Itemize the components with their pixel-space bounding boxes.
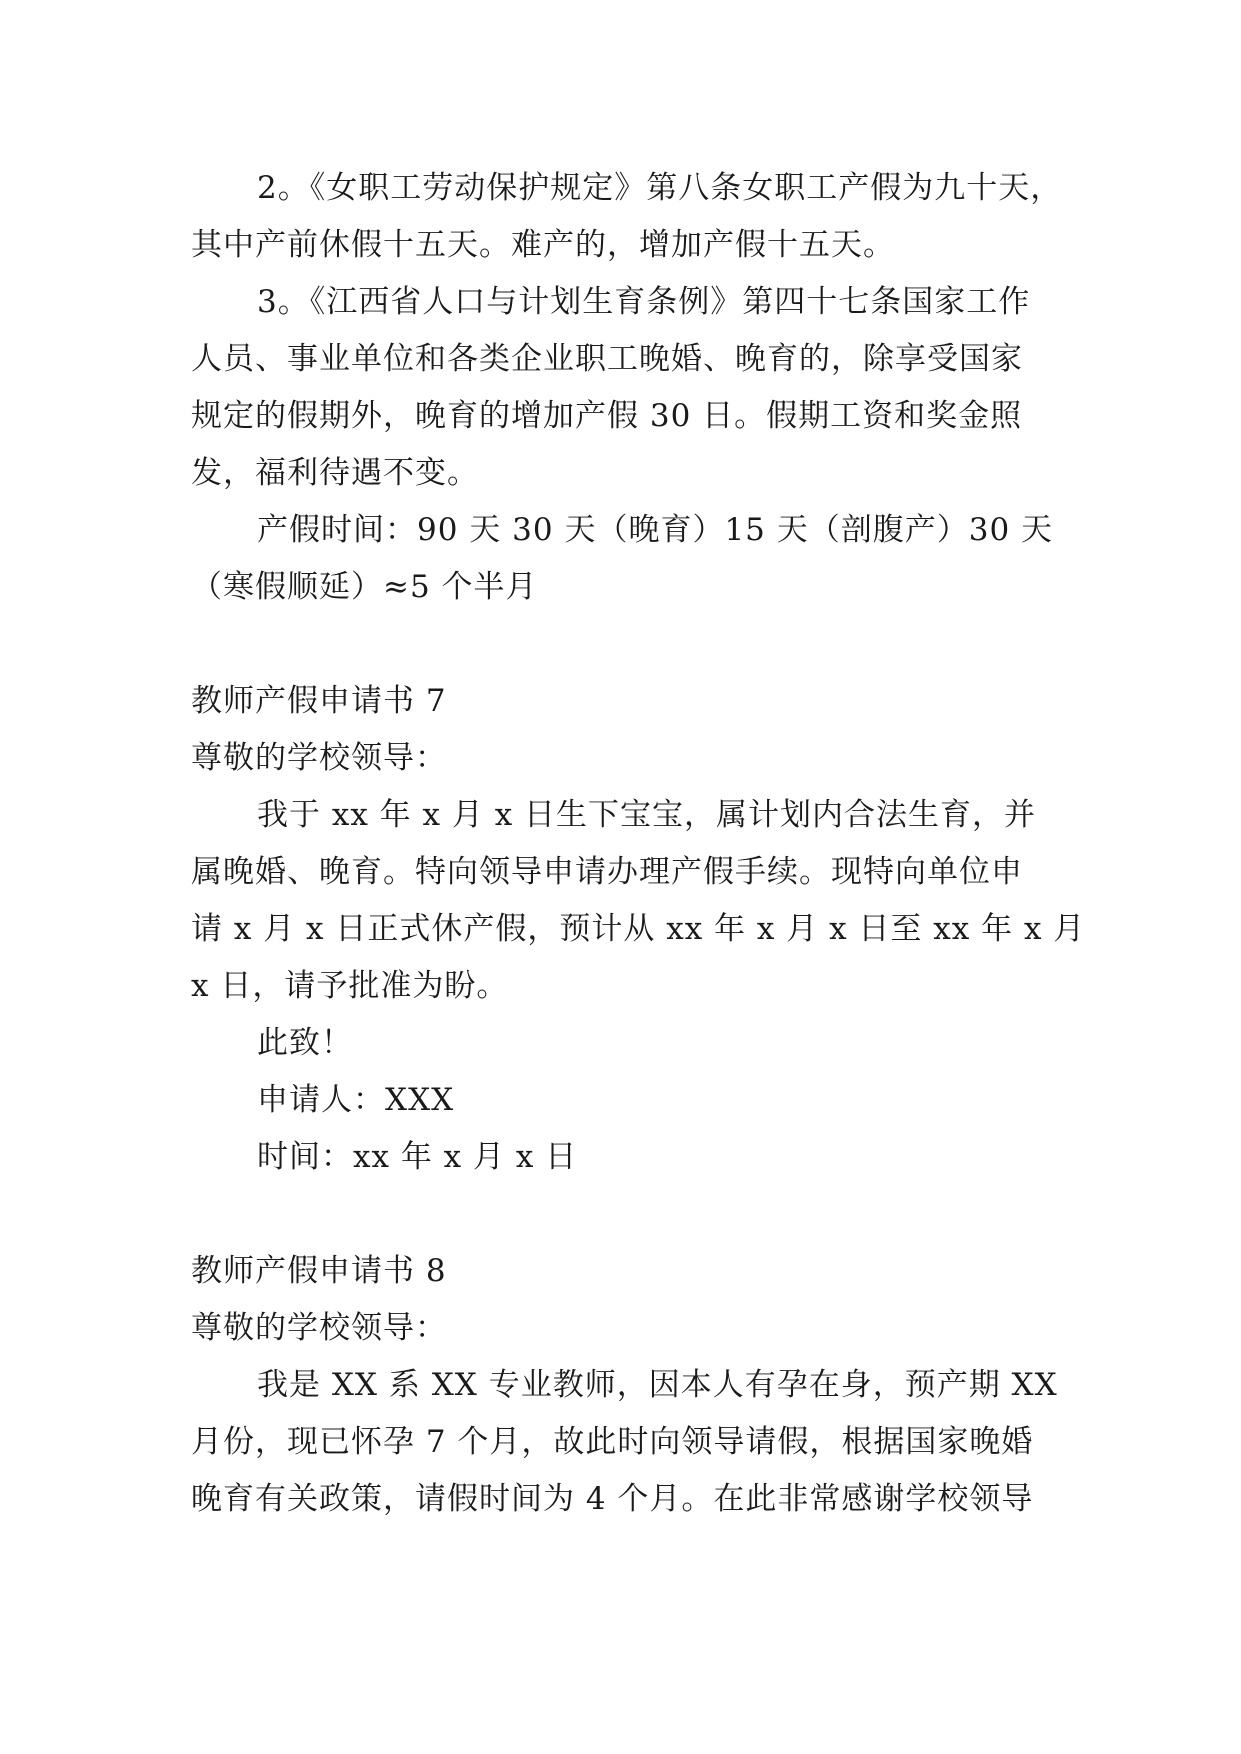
paragraph-line: 发，福利待遇不变。 bbox=[191, 455, 479, 491]
paragraph-line: （寒假顺延）≈5 个半月 bbox=[191, 569, 538, 605]
letter-7-body-line: 请 x 月 x 日正式休产假，预计从 xx 年 x 月 x 日至 xx 年 x 月 bbox=[191, 911, 1086, 947]
paragraph-line: 其中产前休假十五天。难产的，增加产假十五天。 bbox=[191, 227, 895, 263]
paragraph-line: 2。《女职工劳动保护规定》第八条女职工产假为九十天， bbox=[257, 170, 1063, 206]
section-spacer bbox=[191, 1186, 1051, 1243]
letter-7-applicant: 申请人：XXX bbox=[257, 1082, 455, 1118]
letter-8-body-line: 月份，现已怀孕 7 个月，故此时向领导请假，根据国家晚婚 bbox=[191, 1424, 1034, 1460]
letter-7-closing: 此致！ bbox=[257, 1025, 353, 1061]
letter-7-body-line: 属晚婚、晚育。特向领导申请办理产假手续。现特向单位申 bbox=[191, 854, 1023, 890]
letter-8-greeting: 尊敬的学校领导： bbox=[191, 1310, 447, 1346]
letter-8-body-line: 晚育有关政策，请假时间为 4 个月。在此非常感谢学校领导 bbox=[191, 1481, 1034, 1517]
letter-7-body-line: 我于 xx 年 x 月 x 日生下宝宝，属计划内合法生育，并 bbox=[257, 797, 1037, 833]
letter-8-body-line: 我是 XX 系 XX 专业教师，因本人有孕在身，预产期 XX bbox=[257, 1367, 1058, 1403]
paragraph-line: 人员、事业单位和各类企业职工晚婚、晚育的，除享受国家 bbox=[191, 341, 1023, 377]
letter-7-date: 时间：xx 年 x 月 x 日 bbox=[257, 1139, 578, 1175]
letter-8-title: 教师产假申请书 8 bbox=[191, 1253, 447, 1289]
letter-7-body-line: x 日，请予批准为盼。 bbox=[191, 968, 509, 1004]
letter-7-title: 教师产假申请书 7 bbox=[191, 683, 447, 719]
section-spacer bbox=[191, 616, 1051, 673]
paragraph-line: 3。《江西省人口与计划生育条例》第四十七条国家工作 bbox=[257, 284, 1031, 320]
paragraph-line: 产假时间：90 天 30 天（晚育）15 天（剖腹产）30 天 bbox=[257, 512, 1054, 548]
document-page bbox=[191, 160, 1086, 1528]
letter-7-greeting: 尊敬的学校领导： bbox=[191, 740, 447, 776]
paragraph-line: 规定的假期外，晚育的增加产假 30 日。假期工资和奖金照 bbox=[191, 398, 1023, 434]
